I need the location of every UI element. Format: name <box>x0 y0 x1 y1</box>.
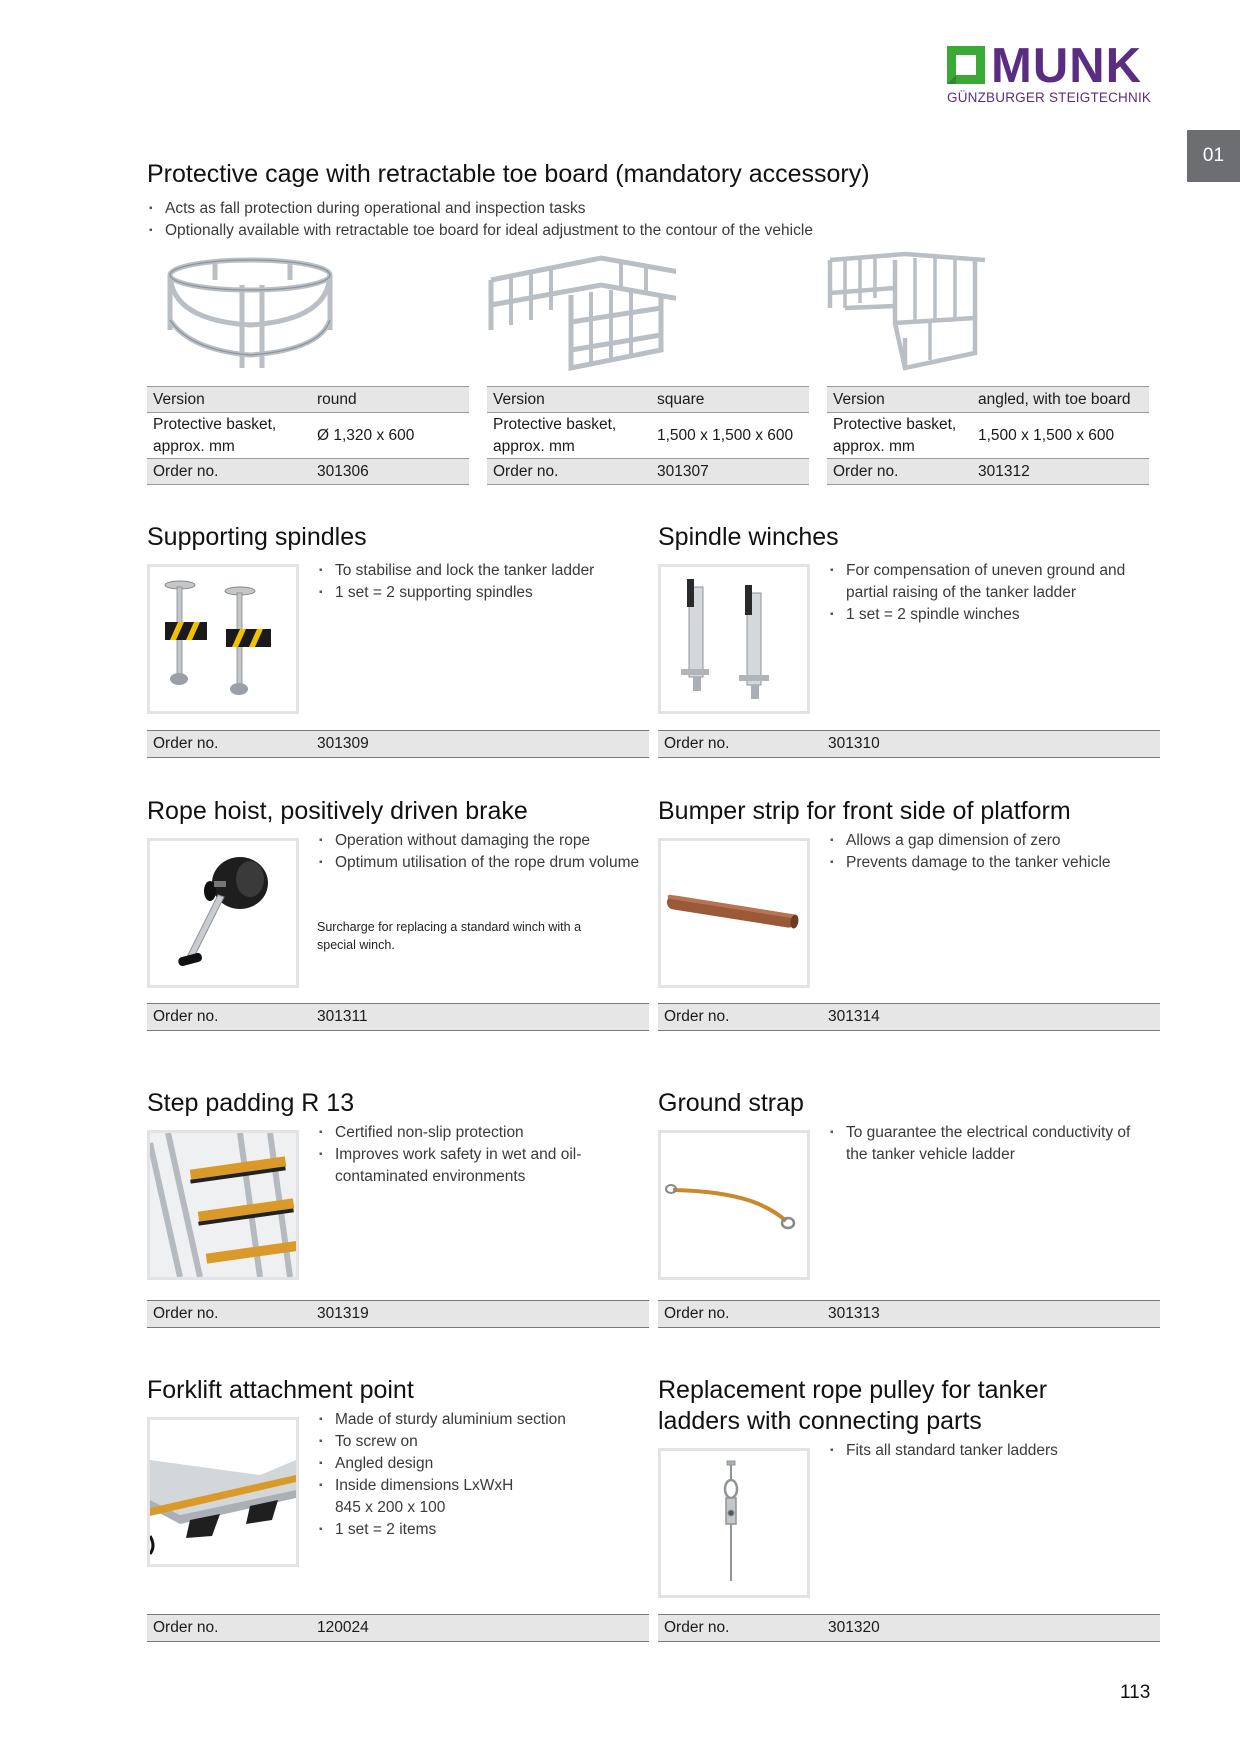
version-value: angled, with toe board <box>972 387 1149 413</box>
product-bullet: ▪ Optimum utilisation of the rope drum volume <box>317 852 647 874</box>
product-image <box>147 1130 299 1280</box>
page-number: 113 <box>1120 1682 1151 1703</box>
cage-bullet: ▪ Optionally available with retractable toe board for ideal adjustment to the contour of the vehicle <box>147 220 1047 242</box>
brand-name: MUNK <box>991 39 1142 93</box>
chapter-tab[interactable]: 01 <box>1187 130 1240 182</box>
cage-title: Protective cage with retractable toe board (mandatory accessory) <box>147 160 870 188</box>
product-image <box>147 838 299 988</box>
order-value: 301313 <box>828 1305 880 1322</box>
product-bullet: ▪ Allows a gap dimension of zero <box>828 830 1158 852</box>
product-image <box>658 1130 810 1280</box>
winch-icon <box>661 567 807 711</box>
product-bullet-list <box>317 830 647 874</box>
step-padding-icon <box>150 1133 296 1277</box>
order-label: Order no. <box>153 1619 219 1636</box>
product-bullet: ▪ Improves work safety in wet and oil-contaminated environments <box>317 1144 607 1188</box>
angled-cage-icon <box>825 248 1015 373</box>
version-value: round <box>311 387 469 413</box>
product-bullet-list <box>317 560 637 604</box>
order-label: Order no. <box>664 1305 730 1322</box>
product-image <box>658 1448 810 1598</box>
version-label: Version <box>827 387 972 413</box>
product-image <box>147 1417 299 1567</box>
surcharge-note: Surcharge for replacing a standard winch with a special winch. <box>317 920 582 952</box>
product-bullet: ▪ 1 set = 2 supporting spindles <box>317 582 637 604</box>
product-bullet: ▪ 1 set = 2 items <box>317 1519 617 1541</box>
product-bullet-list <box>317 1122 607 1188</box>
brand-tagline: GÜNZBURGER STEIGTECHNIK <box>947 90 1152 105</box>
product-title: Replacement rope pulley for tanker ladders with connecting parts <box>658 1376 1048 1435</box>
cage-bullet-list <box>147 198 1047 242</box>
order-label: Order no. <box>664 1619 730 1636</box>
order-value: 301307 <box>651 459 809 485</box>
product-title: Step padding R 13 <box>147 1089 355 1117</box>
product-bullet: ▪ Prevents damage to the tanker vehicle <box>828 852 1158 874</box>
cage-spec-table-angled <box>827 386 1149 485</box>
order-label: Order no. <box>827 459 972 485</box>
product-image <box>658 838 810 988</box>
rope-hoist-icon <box>150 841 296 985</box>
order-row <box>658 730 1160 758</box>
basket-label: Protective basket, approx. mm <box>487 413 651 459</box>
order-row <box>147 1300 649 1328</box>
product-bullet-list <box>828 1440 1148 1462</box>
basket-value: Ø 1,320 x 600 <box>311 413 469 459</box>
version-value: square <box>651 387 809 413</box>
product-bullet-list <box>828 830 1158 874</box>
version-label: Version <box>147 387 311 413</box>
cage-bullet: ▪ Acts as fall protection during operational and inspection tasks <box>147 198 1047 220</box>
basket-value: 1,500 x 1,500 x 600 <box>651 413 809 459</box>
basket-label: Protective basket, approx. mm <box>827 413 972 459</box>
basket-label: Protective basket, approx. mm <box>147 413 311 459</box>
product-bullet: ▪ Operation without damaging the rope <box>317 830 647 852</box>
order-value: 301306 <box>311 459 469 485</box>
order-row <box>658 1614 1160 1642</box>
order-value: 301309 <box>317 735 369 752</box>
order-row <box>147 730 649 758</box>
order-value: 301319 <box>317 1305 369 1322</box>
product-image <box>658 564 810 714</box>
order-value: 120024 <box>317 1619 369 1636</box>
order-label: Order no. <box>487 459 651 485</box>
order-row <box>658 1003 1160 1031</box>
cage-spec-table-round <box>147 386 469 485</box>
order-label: Order no. <box>153 1008 219 1025</box>
product-bullet: ▪ Fits all standard tanker ladders <box>828 1440 1148 1462</box>
square-cage-icon <box>486 250 676 375</box>
munk-logo <box>945 39 1155 106</box>
product-bullet: ▪ Certified non-slip protection <box>317 1122 607 1144</box>
product-bullet: ▪ Made of sturdy aluminium section <box>317 1409 617 1431</box>
product-bullet: ▪ Angled design <box>317 1453 617 1475</box>
round-cage-icon <box>150 250 340 375</box>
product-title: Supporting spindles <box>147 523 367 551</box>
rope-pulley-icon <box>661 1451 807 1595</box>
order-row <box>147 1614 649 1642</box>
spindle-icon <box>150 567 296 711</box>
product-bullet-list <box>828 560 1158 626</box>
product-bullet: ▪ 1 set = 2 spindle winches <box>828 604 1158 626</box>
product-bullet: ▪ To stabilise and lock the tanker ladder <box>317 560 637 582</box>
product-image <box>147 564 299 714</box>
order-label: Order no. <box>147 459 311 485</box>
munk-logo-mark-icon <box>947 46 985 84</box>
forklift-attachment-icon <box>150 1420 296 1564</box>
product-title: Bumper strip for front side of platform <box>658 797 1071 825</box>
order-label: Order no. <box>153 1305 219 1322</box>
product-bullet: ▪ To guarantee the electrical conductivity of the tanker vehicle ladder <box>828 1122 1148 1166</box>
basket-value: 1,500 x 1,500 x 600 <box>972 413 1149 459</box>
order-label: Order no. <box>153 735 219 752</box>
product-bullet-list <box>828 1122 1148 1166</box>
product-title: Forklift attachment point <box>147 1376 414 1404</box>
product-title: Ground strap <box>658 1089 804 1117</box>
order-value: 301311 <box>317 1008 368 1025</box>
product-bullet: ▪ For compensation of uneven ground and partial raising of the tanker ladder <box>828 560 1158 604</box>
product-bullet: ▪ Inside dimensions LxWxH 845 x 200 x 100 <box>317 1475 537 1519</box>
version-label: Version <box>487 387 651 413</box>
order-value: 301310 <box>828 735 880 752</box>
product-title: Spindle winches <box>658 523 839 551</box>
ground-strap-icon <box>661 1133 807 1277</box>
bumper-strip-icon <box>661 841 807 985</box>
product-title: Rope hoist, positively driven brake <box>147 797 528 825</box>
order-row <box>147 1003 649 1031</box>
order-label: Order no. <box>664 735 730 752</box>
order-label: Order no. <box>664 1008 730 1025</box>
order-row <box>658 1300 1160 1328</box>
order-value: 301320 <box>828 1619 880 1636</box>
product-bullet: ▪ To screw on <box>317 1431 617 1453</box>
order-value: 301312 <box>972 459 1149 485</box>
order-value: 301314 <box>828 1008 880 1025</box>
cage-spec-table-square <box>487 386 809 485</box>
product-bullet-list <box>317 1409 617 1541</box>
